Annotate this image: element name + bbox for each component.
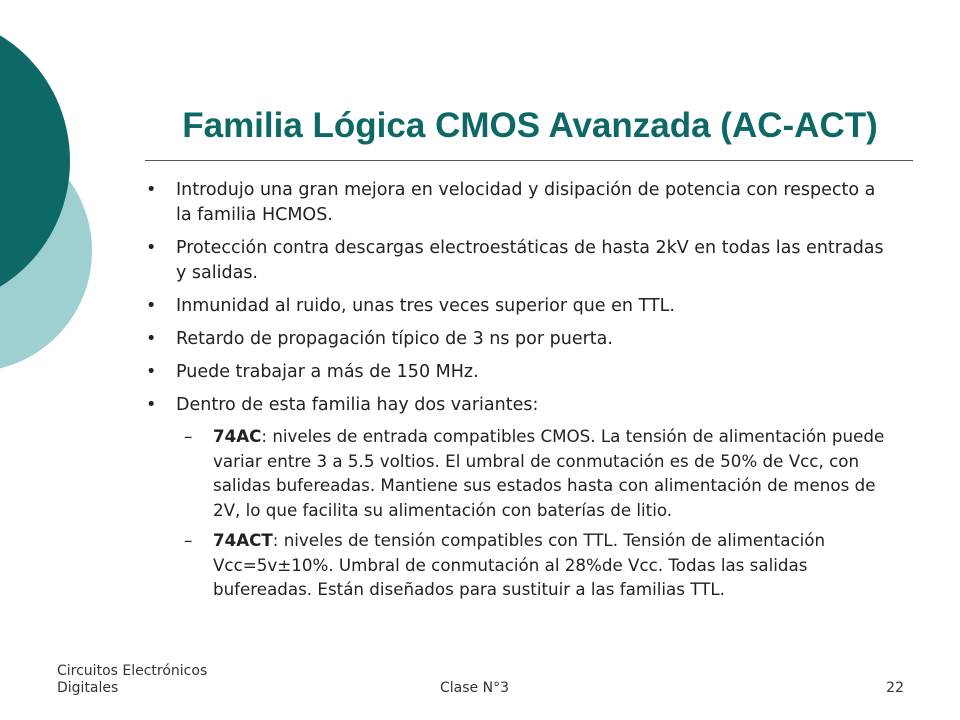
footer-page-number: 22 <box>886 680 904 696</box>
bullet-item <box>143 178 888 228</box>
sub-bullet-marker: – <box>184 530 193 550</box>
variant-description: : niveles de entrada compatibles CMOS. La tensión de alimentación puede variar entre 3 a 5.5 voltios. El umbral de conmutación es de 50% de Vcc, con salidas bufereadas. Mantiene sus estados hasta con alimentación de menos de 2V, lo que facilita su alimentación con baterías de litio. <box>213 426 885 520</box>
variant-name: 74AC <box>213 426 262 446</box>
bullet-item <box>143 393 888 602</box>
bullet-text: Puede trabajar a más de 150 MHz. <box>176 362 479 382</box>
bullet-text: Retardo de propagación típico de 3 ns por puerta. <box>176 329 613 349</box>
bullet-item <box>143 236 888 286</box>
bullet-marker: • <box>146 180 157 200</box>
bullet-marker: • <box>146 329 157 349</box>
footer-course-line1: Circuitos Electrónicos <box>57 663 208 679</box>
title-divider <box>145 160 913 161</box>
variant-item <box>176 528 888 602</box>
bullet-text: Dentro de esta familia hay dos variantes: <box>176 395 539 415</box>
slide-content <box>143 178 888 610</box>
variant-item <box>176 424 888 522</box>
slide-title: Familia Lógica CMOS Avanzada (AC-ACT) <box>182 106 878 145</box>
bullet-item <box>143 360 888 385</box>
bullet-list <box>143 178 888 602</box>
bullet-marker: • <box>146 362 157 382</box>
bullet-item <box>143 294 888 319</box>
bullet-marker: • <box>146 395 157 415</box>
bullet-text: Inmunidad al ruido, unas tres veces superior que en TTL. <box>176 296 675 316</box>
footer-course <box>57 663 207 697</box>
sub-bullet-marker: – <box>184 426 193 446</box>
variant-list <box>176 424 888 602</box>
variant-description: : niveles de tensión compatibles con TTL. Tensión de alimentación Vcc=5v±10%. Umbral de conmutación al 28%de Vcc. Todas las salidas bufereadas. Están diseñados para sustituir a las familias TTL. <box>213 530 826 599</box>
footer-course-line2: Digitales <box>57 680 119 696</box>
bullet-marker: • <box>146 296 157 316</box>
bullet-text: Introdujo una gran mejora en velocidad y disipación de potencia con respecto a la familia HCMOS. <box>176 180 876 225</box>
variant-name: 74ACT <box>213 530 273 550</box>
bullet-text: Protección contra descargas electroestáticas de hasta 2kV en todas las entradas y salidas. <box>176 238 884 283</box>
footer-class-label: Clase N°3 <box>440 680 509 696</box>
bullet-marker: • <box>146 238 157 258</box>
bullet-item <box>143 327 888 352</box>
